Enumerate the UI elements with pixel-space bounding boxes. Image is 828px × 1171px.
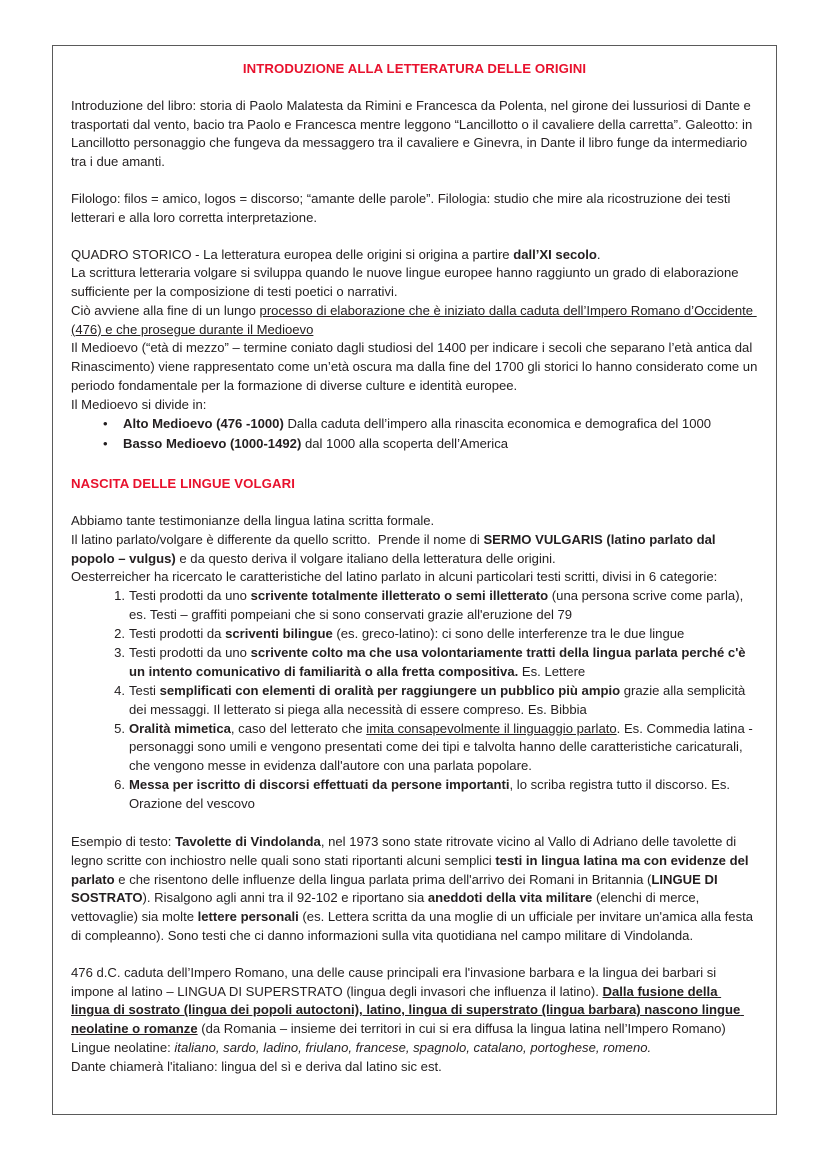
quadro-storico-lead: QUADRO STORICO - La letteratura europea delle origini si origina a partire xyxy=(71,246,514,262)
spacer xyxy=(71,228,758,246)
list-item xyxy=(71,720,758,777)
volgari-line-2-lead: Il latino parlato/volgare è differente da quello scritto. Prende il nome di xyxy=(71,531,484,547)
quadro-storico-line-3 xyxy=(71,302,758,340)
oesterreicher-line: Oesterreicher ha ricercato le caratteristiche del latino parlato in alcuni particolari testi scritti, divisi in 6 categorie: xyxy=(71,569,718,585)
medioevo-divide-line: Il Medioevo si divide in: xyxy=(71,396,207,412)
vindolanda-bold-sostrato: LINGUE DI SOSTRATO xyxy=(71,871,722,906)
vindolanda-title-bold: Tavolette di Vindolanda xyxy=(175,834,321,850)
superstrato-bold-underlined: Dalla fusione della lingua di sostrato (lingua dei popoli autoctoni), latino, lingua di superstrato (lingua barbara) nascono lingue neolatine o romanze xyxy=(71,983,744,1037)
list-item xyxy=(71,644,758,682)
list-number: 4. xyxy=(114,682,125,698)
vindolanda-bold-lettere: lettere personali xyxy=(197,909,299,925)
item-bold: scrivente colto ma che usa volontariamente tratti della lingua parlata perché c'è un intento comunicativo di familiarità o alla fretta compositiva. xyxy=(129,644,746,679)
vindolanda-seg-11: (es. Lettera scritta da una moglie di un ufficiale per invitare un'amica alla festa di compleanno). Sono testi che ci danno informazioni sulla vita quotidiana nel campo militare di Vindolanda. xyxy=(71,909,757,943)
list-item xyxy=(71,415,758,434)
list-item xyxy=(71,435,758,454)
item-underlined: imita consapevolmente il linguaggio parlato xyxy=(366,720,617,736)
item-mid: , caso del letterato che xyxy=(230,720,367,736)
item-lead: Testi xyxy=(129,682,160,698)
dante-final-line: Dante chiamerà l'italiano: lingua del sì e deriva dal latino sic est. xyxy=(71,1058,442,1074)
item-bold: semplificati con elementi di oralità per raggiungere un pubblico più ampio xyxy=(159,682,621,698)
vindolanda-bold-evidenze: testi in lingua latina ma con evidenze del parlato xyxy=(71,852,753,887)
spacer xyxy=(71,946,758,964)
document-page-frame xyxy=(52,45,777,1115)
vindolanda-seg-9: (elenchi di merce, vettovaglie) sia molte xyxy=(71,890,703,925)
list-item xyxy=(71,776,758,814)
page-title: INTRODUZIONE ALLA LETTERATURA DELLE ORIGINI xyxy=(242,61,587,76)
item-lead: Testi prodotti da xyxy=(129,625,226,641)
list-number: 6. xyxy=(114,777,125,793)
vindolanda-seg-5: e che risentono delle influenze della lingua parlata prima dell'arrivo dei Romani in Britannia ( xyxy=(114,871,652,887)
bullet-text: Dalla caduta dell’impero alla rinascita economica e demografica del 1000 xyxy=(283,415,712,431)
spacer xyxy=(71,493,758,512)
list-item xyxy=(71,682,758,720)
bullet-bold-lead: Basso Medioevo (1000-1492) xyxy=(123,436,302,452)
bullet-icon: • xyxy=(103,436,108,452)
quadro-storico-line-3-lead: Ciò avviene alla fine di un lungo xyxy=(71,302,260,318)
medioevo-definition-paragraph: Il Medioevo (“età di mezzo” – termine coniato dagli studiosi del 1400 per indicare i secoli che separano l’età antica dal Rinascimento) viene rappresentato come un’età oscura ma dalla fine del 1700 gli storici lo hanno considerato come un periodo fondamentale per la formazione di diverse culture e identità europee. xyxy=(71,340,762,393)
intro-paragraph-1: Introduzione del libro: storia di Paolo Malatesta da Rimini e Francesca da Polenta, nel girone dei lussuriosi di Dante e trasportati dal vento, bacio tra Paolo e Francesca mentre leggono “Lancillotto o il cavaliere della carretta”. Galeotto: in Lancillotto personaggio che fungeva da messaggero tra il cavaliere e Ginevra, in Dante il libro funge da intermediario tra i due amanti. xyxy=(71,97,756,170)
vindolanda-seg-3: , nel 1973 sono state ritrovate vicino al Vallo di Adriano delle tavolette di legno scritte con inchiostro nelle quali sono stati riportanti alcuni semplici xyxy=(71,834,740,868)
item-bold: scriventi bilingue xyxy=(225,625,333,641)
list-item xyxy=(71,587,758,625)
item-lead: Testi prodotti da uno xyxy=(129,644,251,660)
item-bold-lead: Oralità mimetica xyxy=(129,720,231,736)
categorie-numbered-list xyxy=(71,587,758,814)
sermo-vulgaris-term: SERMO VULGARIS (latino parlato dal popolo – vulgus) xyxy=(71,531,720,566)
quadro-storico-bold-term: dall’XI secolo xyxy=(513,246,597,262)
superstrato-seg-1: 476 d.C. caduta dell’Impero Romano, una delle cause principali era l'invasione barbara e la lingua dei barbari si impone al latino – LINGUA DI SUPERSTRATO (lingua degli invasori che influenza il latino). xyxy=(71,964,720,999)
filologo-paragraph: Filologo: filos = amico, logos = discorso; “amante delle parole”. Filologia: studio che mire ala ricostruzione dei testi letterari e alla loro corretta interpretazione. xyxy=(71,190,735,225)
item-lead: Testi prodotti da uno xyxy=(129,588,251,604)
item-tail: . Es. Commedia latina - personaggi sono umili e vengono presentati come dei tipi e talvolta hanno delle caratteristiche caricaturali, che vengono messe in evidenza dall'autore con una parlata popolare. xyxy=(129,720,753,774)
vindolanda-seg-7: ). Risalgono agli anni tra il 92-102 e riportano sia xyxy=(142,890,428,906)
volgari-line-2-tail: e da questo deriva il volgare italiano della letteratura delle origini. xyxy=(175,550,556,566)
list-number: 3. xyxy=(114,644,125,660)
item-tail: (una persona scrive come parla), es. Testi – graffiti pompeiani che si sono conservati grazie all'eruzione del 79 xyxy=(129,588,744,623)
bullet-icon: • xyxy=(103,415,108,431)
vindolanda-paragraph xyxy=(71,833,758,946)
superstrato-seg-3: (da Romania – insieme dei territori in cui si era diffusa la lingua latina nell’Impero Romano) Lingue neolatine: xyxy=(71,1021,730,1055)
item-tail: , lo scriba registra tutto il discorso. Es. Orazione del vescovo xyxy=(129,777,731,812)
document-content xyxy=(53,46,776,1086)
list-number: 1. xyxy=(114,588,125,604)
spacer xyxy=(71,78,758,97)
vindolanda-seg-1: Esempio di testo: xyxy=(71,834,176,850)
list-item xyxy=(71,625,758,644)
list-number: 5. xyxy=(114,720,125,736)
bullet-bold-lead: Alto Medioevo (476 -1000) xyxy=(123,415,284,431)
list-number: 2. xyxy=(114,625,125,641)
item-tail: (es. greco-latino): ci sono delle interferenze tra le due lingue xyxy=(332,625,685,641)
spacer xyxy=(71,456,758,475)
quadro-storico-line-2: La scrittura letteraria volgare si sviluppa quando le nuove lingue europee hanno raggiunto un grado di elaborazione sufficiente per la composizione di testi poetici o narrativi. xyxy=(71,265,743,300)
spacer xyxy=(71,172,758,190)
item-tail: Es. Lettere xyxy=(518,663,586,679)
superstrato-paragraph xyxy=(71,964,758,1058)
item-bold-lead: Messa per iscritto di discorsi effettuati da persone importanti xyxy=(129,777,510,793)
quadro-storico-line-1 xyxy=(71,246,758,265)
item-tail: grazie alla semplicità dei messaggi. Il letterato si piega alla necessità di essere compreso. Es. Bibbia xyxy=(129,682,746,717)
lingue-neolatine-italic-list: italiano, sardo, ladino, friulano, francese, spagnolo, catalano, portoghese, romeno. xyxy=(174,1039,652,1055)
bullet-text: dal 1000 alla scoperta dell’America xyxy=(301,436,509,452)
quadro-storico-tail: . xyxy=(596,246,601,262)
item-bold: scrivente totalmente illetterato o semi illetterato xyxy=(250,588,549,604)
volgari-line-2 xyxy=(71,531,758,569)
medioevo-bullet-list xyxy=(71,415,758,455)
quadro-storico-underlined-clause: processo di elaborazione che è iniziato dalla caduta dell’Impero Romano d’Occidente (476) e che prosegue durante il Medioevo xyxy=(71,302,757,337)
section-heading-nascita-lingue-volgari: NASCITA DELLE LINGUE VOLGARI xyxy=(71,476,296,492)
spacer xyxy=(71,814,758,833)
volgari-line-1: Abbiamo tante testimonianze della lingua latina scritta formale. xyxy=(71,513,435,529)
vindolanda-bold-aneddoti: aneddoti della vita militare xyxy=(427,890,593,906)
